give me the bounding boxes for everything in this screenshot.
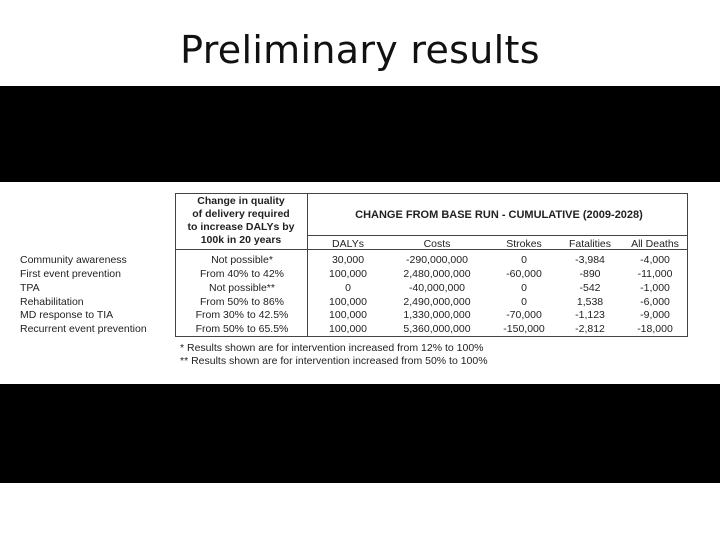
change-cell: Not possible* [211,254,273,266]
change-cell: From 40% to 42% [199,268,285,280]
column-header-fatalities: Fatalities [568,238,611,250]
fatalities-cell: -2,812 [575,323,605,335]
costs-cell: 2,490,000,000 [403,296,471,308]
fatalities-cell: -542 [579,282,601,294]
row-label: Community awareness [20,254,127,266]
change-cell: From 50% to 86% [199,296,285,308]
dalys-cell: 30,000 [331,254,365,266]
deaths-cell: -4,000 [640,254,670,266]
fatalities-cell: -890 [579,268,601,280]
table-top-border [175,193,688,194]
strokes-cell: -70,000 [506,309,542,321]
change-cell: Not possible** [209,282,275,294]
strokes-cell: 0 [521,296,527,308]
top-black-band [0,86,720,182]
fatalities-cell: -3,984 [575,254,605,266]
main-header: CHANGE FROM BASE RUN - CUMULATIVE (2009-2028) [355,209,643,221]
footnote: * Results shown are for intervention increased from 12% to 100% [180,342,484,354]
deaths-cell: -9,000 [640,309,670,321]
column-header-strokes: Strokes [506,238,542,250]
fatalities-cell: -1,123 [575,309,605,321]
fatalities-cell: 1,538 [576,296,604,308]
column-header-costs: Costs [423,238,451,250]
row-label: Rehabilitation [20,296,84,308]
dalys-cell: 0 [345,282,351,294]
row-label: First event prevention [20,268,121,280]
header-divider [307,235,688,236]
strokes-cell: -150,000 [503,323,545,335]
dalys-cell: 100,000 [329,268,367,280]
results-table [20,193,688,367]
change-column-divider [307,193,308,337]
footnote: ** Results shown are for intervention increased from 50% to 100% [180,355,488,367]
row-label: Recurrent event prevention [20,323,147,335]
change-header-line: Change in quality [197,195,285,207]
costs-cell: -290,000,000 [406,254,468,266]
dalys-cell: 100,000 [329,323,367,335]
column-header-all-deaths: All Deaths [631,238,679,250]
strokes-cell: -60,000 [506,268,542,280]
costs-cell: 5,360,000,000 [403,323,471,335]
change-cell: From 30% to 42.5% [195,309,289,321]
bottom-black-band [0,384,720,483]
strokes-cell: 0 [521,254,527,266]
row-label: TPA [20,282,40,294]
change-header-line: 100k in 20 years [200,234,282,246]
deaths-cell: -11,000 [637,268,673,280]
change-header [176,195,306,247]
dalys-cell: 100,000 [329,309,367,321]
slide-title: Preliminary results [180,28,540,72]
costs-cell: 2,480,000,000 [403,268,471,280]
change-header-line: to increase DALYs by [187,221,295,233]
column-header-dalys: DALYs [332,238,364,250]
row-label: MD response to TIA [20,309,114,321]
dalys-cell: 100,000 [329,296,367,308]
costs-cell: -40,000,000 [408,282,466,294]
deaths-cell: -6,000 [640,296,670,308]
costs-cell: 1,330,000,000 [403,309,471,321]
change-header-line: of delivery required [192,208,290,220]
deaths-cell: -1,000 [640,282,670,294]
strokes-cell: 0 [521,282,527,294]
table-bottom-border [175,336,688,337]
change-cell: From 50% to 65.5% [195,323,289,335]
deaths-cell: -18,000 [637,323,673,335]
